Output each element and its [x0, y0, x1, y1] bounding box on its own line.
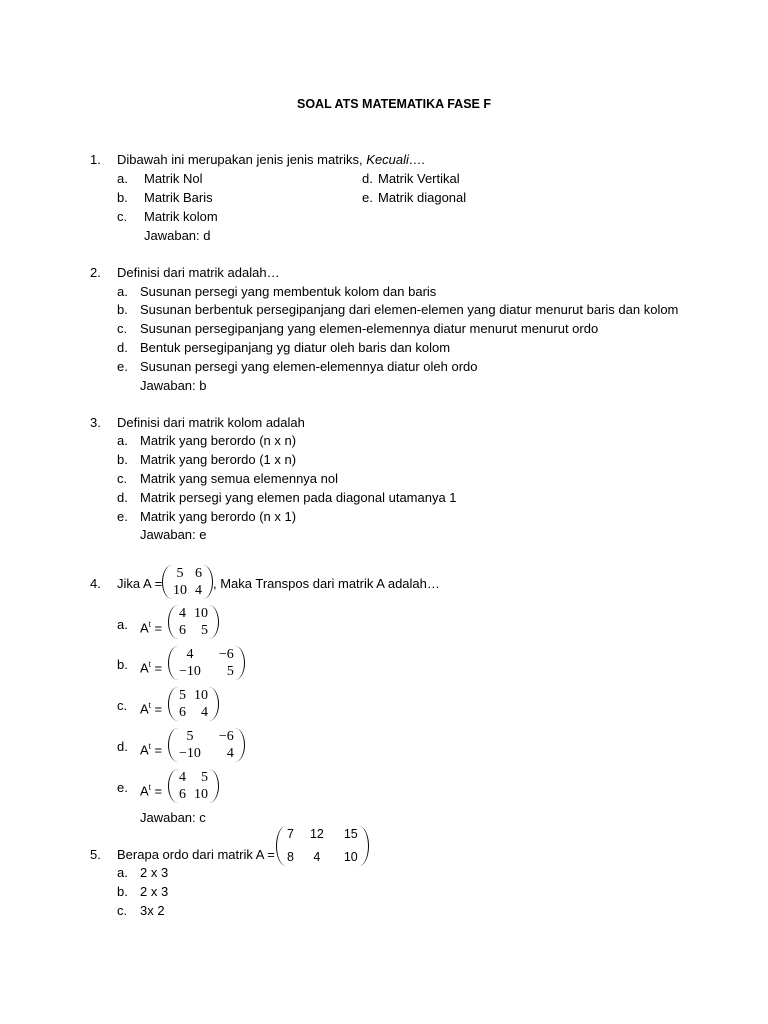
- option-eq: =: [154, 783, 163, 799]
- q4-option-a-matrix: [168, 605, 219, 639]
- matrix-cell: 10: [194, 606, 208, 621]
- transpose-sup: t: [148, 742, 151, 751]
- matrix-cell: 4: [201, 705, 208, 720]
- q5-text: Berapa ordo dari matrik A =: [117, 847, 275, 862]
- q1-text: [117, 152, 426, 168]
- matrix-cell: −6: [218, 647, 234, 662]
- q5-option-letter: a.: [117, 865, 128, 880]
- q4-option-letter: a.: [117, 617, 128, 632]
- q3-option-letter: b.: [117, 452, 128, 467]
- q4-suffix: , Maka Transpos dari matrik A adalah…: [213, 576, 440, 591]
- matrix-cell: 10: [194, 688, 208, 703]
- q1-option-letter: d.: [362, 171, 373, 186]
- transpose-sup: t: [148, 620, 151, 629]
- matrix-cell: 10: [194, 787, 208, 802]
- q1-option-text: Matrik Nol: [144, 171, 203, 186]
- matrix-cell: 6: [179, 705, 186, 720]
- q2-option-text: Susunan berbentuk persegipanjang dari elemen-elemen yang diatur menurut baris dan kolom: [140, 302, 679, 317]
- q4-option-label: [140, 617, 162, 636]
- q3-text: Definisi dari matrik kolom adalah: [117, 415, 305, 430]
- q1-option-text: Matrik diagonal: [378, 190, 467, 205]
- q4-matrix: [162, 565, 213, 599]
- matrix-cell: 5: [179, 688, 186, 703]
- q2-option-letter: b.: [117, 302, 128, 317]
- q1-option-letter: b.: [117, 190, 128, 205]
- option-eq: =: [154, 620, 163, 636]
- q4-number: 4.: [90, 576, 101, 591]
- q5-option-text: 2 x 3: [140, 884, 169, 899]
- q2-option-text: Susunan persegi yang membentuk kolom dan baris: [140, 284, 437, 299]
- matrix-cell: 4: [179, 606, 186, 621]
- q3-option-letter: a.: [117, 433, 128, 448]
- q3-option-letter: c.: [117, 471, 128, 486]
- matrix-cell: 4: [313, 850, 321, 864]
- q3-number: 3.: [90, 415, 101, 430]
- q1-number: 1.: [90, 152, 101, 167]
- matrix-cell: −6: [218, 729, 234, 744]
- q2-option-letter: a.: [117, 284, 128, 299]
- q4-option-label: [140, 780, 162, 799]
- q3-option-text: Matrik yang berordo (n x 1): [140, 509, 297, 524]
- matrix-cell: 5: [201, 623, 208, 638]
- q1-option-text: Matrik kolom: [144, 209, 218, 224]
- q1-option-letter: e.: [362, 190, 373, 205]
- matrix-cell: 5: [201, 770, 208, 785]
- q2-text: Definisi dari matrik adalah…: [117, 265, 280, 280]
- matrix-cell: 6: [195, 566, 202, 581]
- option-label-b: A: [140, 660, 149, 676]
- matrix-cell: 4: [179, 770, 186, 785]
- q3-option-text: Matrik persegi yang elemen pada diagonal utamanya 1: [140, 490, 457, 505]
- q3-option-letter: d.: [117, 490, 128, 505]
- q2-answer: Jawaban: b: [140, 378, 207, 393]
- q2-option-letter: d.: [117, 340, 128, 355]
- matrix-cell: 6: [179, 787, 186, 802]
- q2-option-text: Susunan persegi yang elemen-elemennya diatur oleh ordo: [140, 359, 478, 374]
- matrix-cell: 10: [343, 850, 358, 864]
- matrix-cell: 4: [186, 647, 194, 662]
- q1-answer: Jawaban: d: [144, 228, 211, 243]
- q1-option-text: Matrik Baris: [144, 190, 213, 205]
- option-eq: =: [154, 742, 163, 758]
- option-label-d: A: [140, 742, 149, 758]
- q1-text-italic: Kecuali….: [366, 152, 426, 167]
- q2-number: 2.: [90, 265, 101, 280]
- matrix-cell: 12: [309, 827, 324, 841]
- page-title: SOAL ATS MATEMATIKA FASE F: [297, 97, 491, 111]
- matrix-cell: 4: [226, 746, 234, 761]
- matrix-cell: −10: [179, 746, 201, 761]
- q4-option-letter: c.: [117, 698, 128, 713]
- matrix-cell: −10: [179, 664, 201, 679]
- q5-option-letter: c.: [117, 903, 128, 918]
- transpose-sup: t: [148, 701, 151, 710]
- q3-option-text: Matrik yang berordo (n x n): [140, 433, 297, 448]
- matrix-cell: 6: [179, 623, 186, 638]
- transpose-sup: t: [148, 783, 151, 792]
- matrix-cell: 4: [195, 583, 202, 598]
- option-eq: =: [154, 660, 163, 676]
- option-eq: =: [154, 701, 163, 717]
- q4-option-letter: e.: [117, 780, 128, 795]
- matrix-cell: 15: [343, 827, 358, 841]
- q1-text-main: Dibawah ini merupakan jenis jenis matriks,: [117, 152, 367, 167]
- q5-option-text: 2 x 3: [140, 865, 169, 880]
- q4-prefix: Jika A =: [117, 576, 163, 591]
- q4-option-label: [140, 739, 162, 758]
- matrix-cell: 5: [226, 664, 234, 679]
- q1-option-letter: c.: [117, 209, 128, 224]
- q4-option-label: [140, 698, 162, 717]
- q4-option-c-matrix: [168, 687, 219, 721]
- matrix-cell: 10: [173, 583, 187, 598]
- matrix-cell: 7: [287, 827, 294, 841]
- transpose-sup: t: [148, 660, 151, 669]
- q5-matrix: [276, 826, 369, 866]
- q2-option-text: Susunan persegipanjang yang elemen-elemennya diatur menurut menurut ordo: [140, 321, 599, 336]
- q3-answer: Jawaban: e: [140, 527, 207, 542]
- option-label-e: A: [140, 783, 149, 799]
- q4-answer: Jawaban: c: [140, 810, 206, 825]
- option-label-c: A: [140, 701, 149, 717]
- q4-option-d-matrix: [168, 728, 245, 762]
- q3-option-letter: e.: [117, 509, 128, 524]
- q4-option-b-matrix: [168, 646, 245, 680]
- q4-option-e-matrix: [168, 769, 219, 803]
- q2-option-letter: e.: [117, 359, 128, 374]
- q5-number: 5.: [90, 847, 101, 862]
- q4-option-letter: b.: [117, 657, 128, 672]
- q4-option-label: [140, 657, 162, 676]
- q3-option-text: Matrik yang berordo (1 x n): [140, 452, 297, 467]
- option-label-a: A: [140, 620, 149, 636]
- q4-option-letter: d.: [117, 739, 128, 754]
- matrix-cell: 5: [176, 566, 184, 581]
- q5-option-text: 3x 2: [140, 903, 165, 918]
- matrix-cell: 5: [186, 729, 194, 744]
- q5-option-letter: b.: [117, 884, 128, 899]
- q3-option-text: Matrik yang semua elemennya nol: [140, 471, 338, 486]
- q1-option-text: Matrik Vertikal: [378, 171, 460, 186]
- q2-option-letter: c.: [117, 321, 128, 336]
- q2-option-text: Bentuk persegipanjang yg diatur oleh baris dan kolom: [140, 340, 451, 355]
- q1-option-letter: a.: [117, 171, 128, 186]
- matrix-cell: 8: [287, 850, 294, 864]
